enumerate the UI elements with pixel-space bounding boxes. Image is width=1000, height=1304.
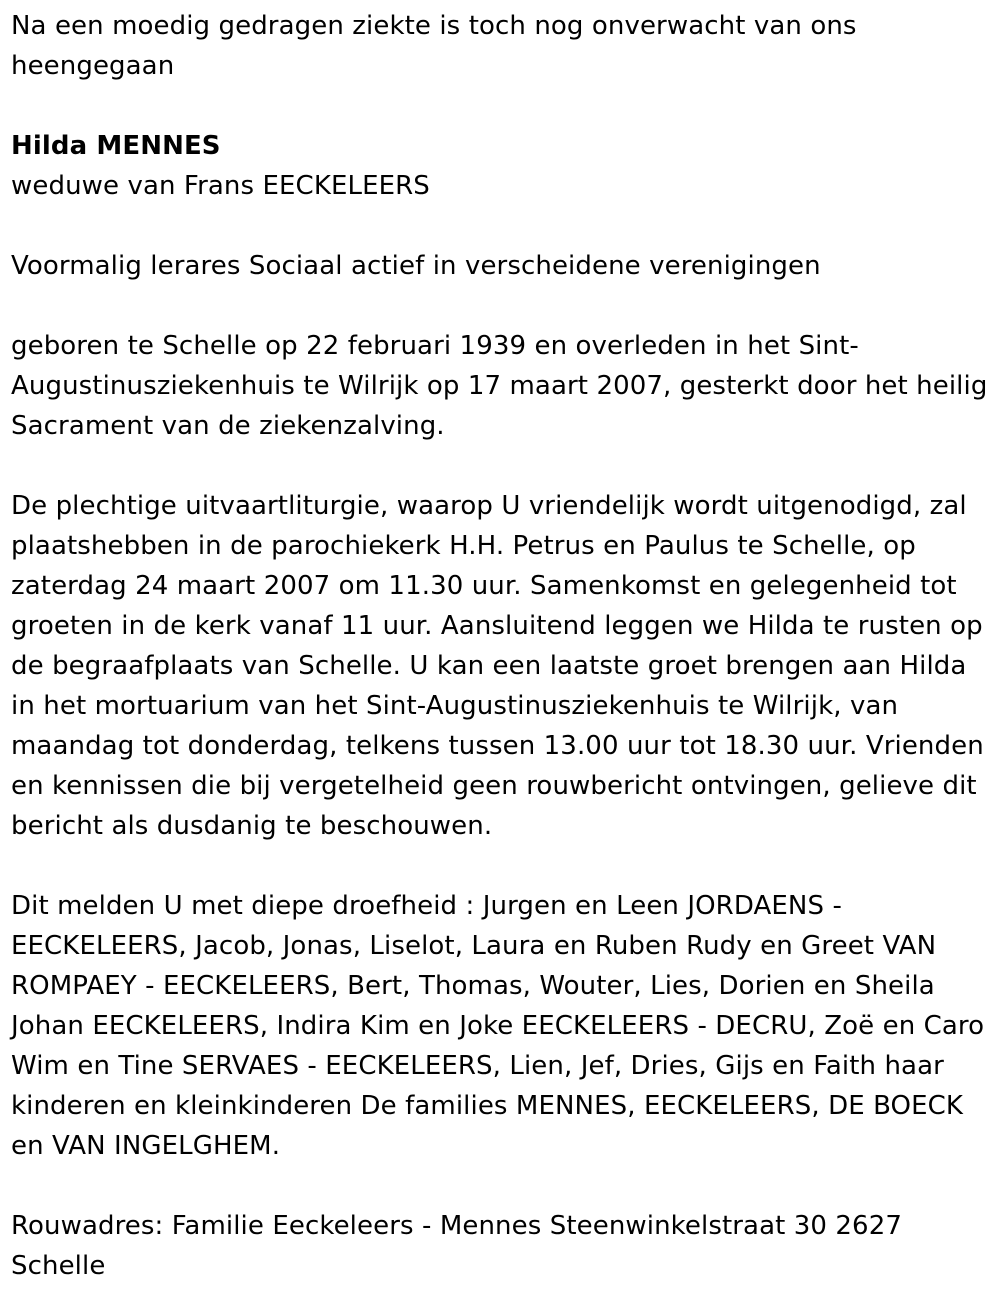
address-text: Rouwadres: Familie Eeckeleers - Mennes Steenwinkelstraat 30 2627 Schelle bbox=[11, 1211, 902, 1281]
spacer bbox=[11, 846, 990, 886]
intro-text: Na een moedig gedragen ziekte is toch nog onverwacht van ons heengegaan bbox=[11, 11, 857, 81]
occupation-text: Voormalig lerares Sociaal actief in verscheidene verenigingen bbox=[11, 251, 821, 281]
widow-of-text: weduwe van Frans EECKELEERS bbox=[11, 171, 430, 201]
spacer bbox=[11, 446, 990, 486]
spacer bbox=[11, 286, 990, 326]
spacer bbox=[11, 1166, 990, 1206]
deceased-name: Hilda MENNES bbox=[11, 131, 221, 161]
spacer bbox=[11, 206, 990, 246]
mourners-text: Dit melden U met diepe droefheid : Jurgen en Leen JORDAENS - EECKELEERS, Jacob, Jonas, Liselot, Laura en Ruben Rudy en Greet VAN ROMPAEY - EECKELEERS, Bert, Thomas, Wouter, Lies, Dorien en Sheila Johan EECKELEERS, Indira Kim en Joke EECKELEERS - DECRU, Zoë en Caro Wim en Tine SERVAES - EECKELEERS, Lien, Jef, Dries, Gijs en Faith haar kinderen en kleinkinderen De families MENNES, EECKELEERS, DE BOECK en VAN INGELGHEM. bbox=[11, 891, 985, 1161]
birth-death-text: geboren te Schelle op 22 februari 1939 en overleden in het Sint-Augustinusziekenhuis te Wilrijk op 17 maart 2007, gesterkt door het heilig Sacrament van de ziekenzalving. bbox=[11, 331, 988, 441]
ceremony-text: De plechtige uitvaartliturgie, waarop U vriendelijk wordt uitgenodigd, zal plaatshebben in de parochiekerk H.H. Petrus en Paulus te Schelle, op zaterdag 24 maart 2007 om 11.30 uur. Samenkomst en gelegenheid tot groeten in de kerk vanaf 11 uur. Aansluitend leggen we Hilda te rusten op de begraafplaats van Schelle. U kan een laatste groet brengen aan Hilda in het mortuarium van het Sint-Augustinusziekenhuis te Wilrijk, van maandag tot donderdag, telkens tussen 13.00 uur tot 18.30 uur. Vrienden en kennissen die bij vergetelheid geen rouwbericht ontvingen, gelieve dit bericht als dusdanig te beschouwen. bbox=[11, 491, 984, 841]
spacer bbox=[11, 86, 990, 126]
